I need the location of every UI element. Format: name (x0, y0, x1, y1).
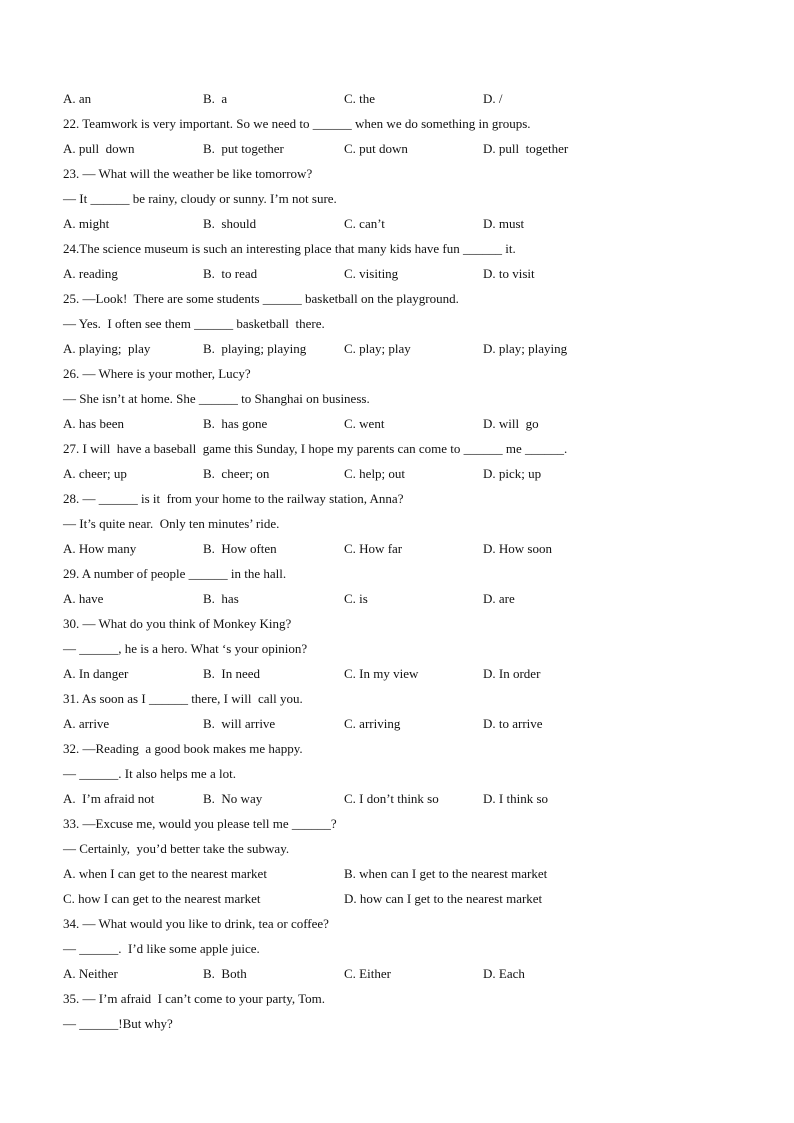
answer-option: D. how can I get to the nearest market (344, 891, 543, 906)
answer-options (63, 341, 743, 357)
answer-option: D. / (483, 91, 503, 106)
question-line: 31. As soon as I ______ there, I will call you. (63, 691, 303, 706)
question-line: 26. — Where is your mother, Lucy? (63, 366, 251, 381)
answer-option: D. must (483, 216, 525, 231)
answer-option: B. In need (203, 666, 261, 681)
question-line: 24.The science museum is such an interesting place that many kids have fun ______ it. (63, 241, 516, 256)
question-line: 35. — I’m afraid I can’t come to your party, Tom. (63, 991, 326, 1006)
question-line: 29. A number of people ______ in the hall. (63, 566, 287, 581)
answer-option: A. might (63, 216, 110, 231)
answer-option: A. have (63, 591, 104, 606)
answer-option: C. I don’t think so (344, 791, 439, 806)
answer-options (63, 791, 743, 807)
answer-option: D. to arrive (483, 716, 543, 731)
answer-option: C. help; out (344, 466, 406, 481)
question-line: — ______. It also helps me a lot. (63, 766, 236, 781)
answer-options (63, 416, 743, 432)
question-line: 28. — ______ is it from your home to the railway station, Anna? (63, 491, 404, 506)
answer-options (63, 716, 743, 732)
question-line: 23. — What will the weather be like tomorrow? (63, 166, 313, 181)
answer-option: A. How many (63, 541, 137, 556)
answer-option: C. In my view (344, 666, 419, 681)
question-line: 22. Teamwork is very important. So we need to ______ when we do something in groups. (63, 116, 531, 131)
answer-option: B. when can I get to the nearest market (344, 866, 548, 881)
answer-options (63, 141, 743, 157)
answer-option: B. has gone (203, 416, 268, 431)
answer-options (63, 91, 743, 107)
answer-option: D. I think so (483, 791, 548, 806)
answer-option: A. reading (63, 266, 118, 281)
answer-option: A. an (63, 91, 92, 106)
answer-option: D. pull together (483, 141, 569, 156)
answer-option: B. Both (203, 966, 247, 981)
question-line: — It ______ be rainy, cloudy or sunny. I’m not sure. (63, 191, 337, 206)
question-line: 33. —Excuse me, would you please tell me ______? (63, 816, 337, 831)
answer-option: B. will arrive (203, 716, 276, 731)
answer-option: C. how I can get to the nearest market (63, 891, 261, 906)
question-line: — Yes. I often see them ______ basketball there. (63, 316, 325, 331)
question-line: 30. — What do you think of Monkey King? (63, 616, 292, 631)
question-line: — ______!But why? (63, 1016, 173, 1031)
answer-option: D. to visit (483, 266, 535, 281)
answer-option: D. In order (483, 666, 541, 681)
question-line: — Certainly, you’d better take the subway. (63, 841, 290, 856)
answer-option: B. should (203, 216, 257, 231)
question-line: 32. —Reading a good book makes me happy. (63, 741, 303, 756)
answer-option: C. arriving (344, 716, 401, 731)
question-line: — ______. I’d like some apple juice. (63, 941, 260, 956)
answer-option: D. Each (483, 966, 525, 981)
answer-option: A. when I can get to the nearest market (63, 866, 267, 881)
answer-option: C. can’t (344, 216, 385, 231)
answer-option: B. No way (203, 791, 263, 806)
answer-option: A. arrive (63, 716, 110, 731)
question-line: — It’s quite near. Only ten minutes’ ride. (63, 516, 280, 531)
answer-options (63, 966, 743, 982)
answer-option: A. pull down (63, 141, 135, 156)
answer-option: C. the (344, 91, 376, 106)
answer-option: C. visiting (344, 266, 399, 281)
answer-options (63, 216, 743, 232)
question-line: — She isn’t at home. She ______ to Shanghai on business. (63, 391, 370, 406)
question-line: — ______, he is a hero. What ‘s your opinion? (63, 641, 308, 656)
answer-option: D. play; playing (483, 341, 568, 356)
answer-option: B. put together (203, 141, 284, 156)
answer-option: D. How soon (483, 541, 552, 556)
answer-option: D. pick; up (483, 466, 542, 481)
answer-option: B. a (203, 91, 228, 106)
question-line: 27. I will have a baseball game this Sunday, I hope my parents can come to ______ me ______. (63, 441, 568, 456)
question-line: 25. —Look! There are some students ______ basketball on the playground. (63, 291, 459, 306)
answer-options (63, 266, 743, 282)
answer-option: C. is (344, 591, 368, 606)
answer-option: C. play; play (344, 341, 411, 356)
question-line: 34. — What would you like to drink, tea or coffee? (63, 916, 329, 931)
answer-option: A. In danger (63, 666, 129, 681)
answer-option: B. to read (203, 266, 258, 281)
answer-option: B. cheer; on (203, 466, 270, 481)
answer-option: A. I’m afraid not (63, 791, 155, 806)
answer-option: C. put down (344, 141, 408, 156)
answer-option: B. playing; playing (203, 341, 307, 356)
answer-option: A. playing; play (63, 341, 151, 356)
answer-options (63, 866, 743, 882)
answer-option: B. How often (203, 541, 277, 556)
answer-options (63, 666, 743, 682)
answer-option: D. will go (483, 416, 539, 431)
answer-option: C. went (344, 416, 385, 431)
answer-option: C. How far (344, 541, 403, 556)
answer-options (63, 541, 743, 557)
answer-option: B. has (203, 591, 239, 606)
answer-option: A. Neither (63, 966, 118, 981)
answer-option: A. cheer; up (63, 466, 127, 481)
answer-options (63, 891, 743, 907)
answer-option: D. are (483, 591, 515, 606)
answer-options (63, 591, 743, 607)
answer-options (63, 466, 743, 482)
answer-option: C. Either (344, 966, 391, 981)
answer-option: A. has been (63, 416, 125, 431)
